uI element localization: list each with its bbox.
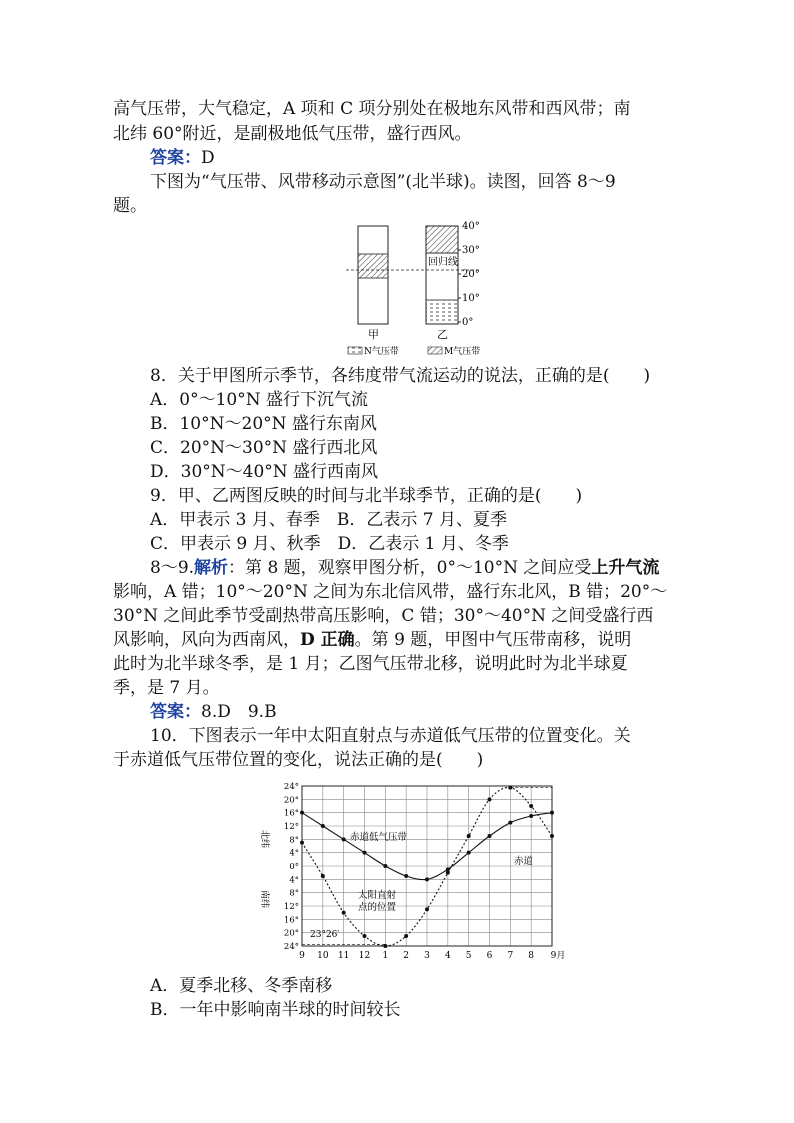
explanation-label: 解析 — [194, 558, 229, 578]
q10-option-a: A．夏季北移、冬季南移 — [150, 976, 333, 996]
point-low-belt — [425, 877, 429, 881]
m-belt-jia — [358, 254, 388, 278]
question-intro: 题。 — [113, 196, 147, 216]
explanation-line — [113, 628, 631, 652]
x-tick-label: 12 — [358, 951, 371, 961]
pressure-belt-figure — [340, 218, 510, 360]
point-sun — [321, 874, 325, 878]
y-tick-label: 4° — [289, 875, 299, 886]
explanation-text: 风影响，风向为西南风， — [113, 630, 300, 650]
question-intro: 下图为“气压带、风带移动示意图”(北半球)。读图，回答 8～9 — [150, 172, 616, 192]
m-belt-yi — [426, 226, 458, 253]
explanation-num: 8～9. — [150, 558, 195, 578]
point-sun — [342, 911, 346, 915]
y-tick-label: 0° — [289, 862, 299, 872]
point-sun — [529, 804, 533, 808]
x-tick-label: 4 — [444, 951, 451, 961]
q8-option-c: C．20°N～30°N 盛行西北风 — [150, 438, 378, 458]
explanation-line — [150, 556, 659, 580]
point-low-belt — [550, 811, 554, 815]
q8-option-b: B．10°N～20°N 盛行东南风 — [150, 414, 377, 434]
point-low-belt — [363, 851, 367, 855]
y-tick-label: 24° — [283, 942, 299, 952]
point-low-belt — [404, 874, 408, 878]
x-tick-label: 10 — [317, 951, 329, 961]
x-tick-label: 5 — [465, 951, 472, 961]
q9-options-row2: C．甲表示 9 月、秋季 D．乙表示 1 月、冬季 — [150, 534, 509, 554]
y-tick-label: 24° — [283, 782, 299, 792]
point-low-belt — [467, 851, 471, 855]
question-10-stem: 于赤道低气压带位置的变化，说法正确的是( ) — [113, 750, 484, 770]
q8-option-d: D．30°N～40°N 盛行西南风 — [150, 462, 379, 482]
q10-option-b: B．一年中影响南半球的时间较长 — [150, 1000, 401, 1020]
x-tick-label: 6 — [486, 951, 493, 961]
pressure-belt-chart — [259, 772, 572, 972]
lat-label: 0° — [462, 317, 474, 328]
legend-n-label: N气压带 — [364, 347, 399, 357]
label-yi: 乙 — [437, 328, 448, 341]
point-low-belt — [508, 821, 512, 825]
point-low-belt — [321, 824, 325, 828]
label-sun-a: 太阳直射 — [358, 890, 397, 901]
explanation-line: 季，是 7 月。 — [113, 678, 220, 698]
answer-value: D — [201, 148, 215, 168]
lat-label: 40° — [462, 221, 480, 232]
x-tick-label: 7 — [507, 951, 514, 961]
lat-label: 30° — [462, 245, 480, 256]
point-low-belt — [488, 834, 492, 838]
answer-label: 答案： — [150, 148, 201, 168]
q9-options-row1: A．甲表示 3 月、春季 B．乙表示 7 月、夏季 — [150, 510, 508, 530]
ylabel-north: 北纬 — [259, 830, 269, 849]
answer-value: 8.D 9.B — [201, 702, 277, 722]
point-sun — [446, 871, 450, 875]
lat-label: 20° — [462, 269, 480, 280]
legend-m-swatch — [428, 347, 442, 354]
lat-label: 10° — [462, 293, 480, 304]
point-sun — [467, 834, 471, 838]
q8-option-a: A．0°～10°N 盛行下沉气流 — [150, 390, 369, 410]
explanation-keyword: 上升气流 — [591, 558, 660, 578]
ylabel-south: 南纬 — [259, 890, 269, 909]
question-9-stem: 9．甲、乙两图反映的时间与北半球季节，正确的是( ) — [150, 486, 583, 506]
label-sun-b: 点的位置 — [358, 902, 397, 913]
answer-7 — [150, 146, 215, 170]
text-line: 北纬 60°附近，是副极地低气压带，盛行西风。 — [113, 124, 472, 144]
point-low-belt — [383, 864, 387, 868]
y-tick-label: 8° — [289, 835, 299, 846]
point-low-belt — [300, 811, 304, 815]
legend-n-swatch — [348, 347, 362, 354]
point-sun — [300, 841, 304, 845]
x-tick-label: 2 — [403, 951, 410, 961]
x-tick-label: 8 — [528, 951, 535, 961]
text-line: 高气压带，大气稳定，A 项和 C 项分别处在极地东风带和西风带；南 — [113, 99, 631, 119]
x-tick-label: 3 — [424, 951, 430, 961]
explanation-line: 影响，A 错；10°～20°N 之间为东北信风带，盛行东北风，B 错；20°～ — [113, 582, 668, 602]
point-low-belt — [342, 837, 346, 841]
answer-label: 答案： — [150, 702, 201, 722]
y-tick-label: 12° — [283, 822, 299, 832]
label-low-belt: 赤道低气压带 — [350, 832, 408, 843]
x-tick-label: 9 — [299, 951, 305, 961]
y-tick-label: 4° — [289, 848, 299, 859]
point-sun — [488, 797, 492, 801]
point-sun — [550, 834, 554, 838]
y-tick-label: 16° — [283, 808, 299, 819]
answer-89 — [150, 700, 277, 724]
legend-m-label: M气压带 — [444, 347, 481, 357]
point-sun — [363, 934, 367, 938]
label-jia: 甲 — [368, 328, 379, 341]
point-low-belt — [529, 814, 533, 818]
point-sun — [425, 907, 429, 911]
y-tick-label: 16° — [283, 915, 299, 926]
y-tick-label: 12° — [283, 902, 299, 912]
y-tick-label: 20° — [283, 928, 299, 939]
explanation-text: 。第 9 题，甲图中气压带南移，说明 — [354, 630, 632, 650]
explanation-keyword: D 正确 — [300, 630, 355, 650]
question-8-stem: 8．关于甲图所示季节，各纬度带气流运动的说法，正确的是( ) — [150, 366, 651, 386]
label-tropic: 23°26′ — [310, 930, 340, 940]
y-tick-label: 20° — [283, 795, 299, 806]
explanation-text: ：第 8 题，观察甲图分析，0°～10°N 之间应受 — [228, 558, 592, 578]
explanation-line: 此时为北半球冬季，是 1 月；乙图气压带北移，说明此时为北半球夏 — [113, 654, 628, 674]
n-belt-yi — [426, 300, 458, 324]
x-tick-label: 9月 — [550, 951, 566, 961]
explanation-line: 30°N 之间此季节受副热带高压影响，C 错；30°～40°N 之间受盛行西 — [113, 606, 654, 626]
tropic-label: 回归线 — [428, 257, 458, 268]
point-sun — [404, 934, 408, 938]
x-tick-label: 11 — [337, 951, 350, 961]
label-equator: 赤道 — [514, 856, 534, 867]
y-tick-label: 8° — [289, 888, 299, 899]
x-tick-label: 1 — [382, 951, 389, 961]
question-10-stem: 10．下图表示一年中太阳直射点与赤道低气压带的位置变化。关 — [150, 726, 631, 746]
